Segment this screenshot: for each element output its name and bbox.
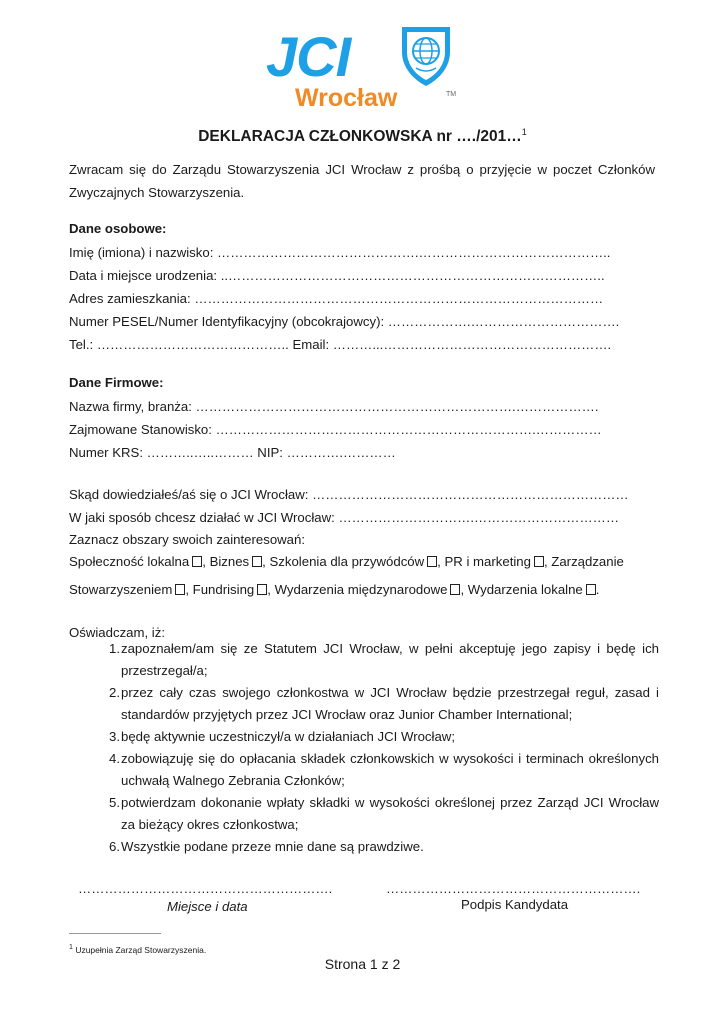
name-field-line: Imię (imiona) i nazwisko: ……………………………………….…………………………………….. xyxy=(69,245,611,260)
checkbox[interactable] xyxy=(586,584,596,595)
activity-question-line: W jaki sposób chcesz działać w JCI Wrocław: ………………………….…………………………… xyxy=(69,510,620,525)
list-item: 2. przez cały czas swojego członkostwa w JCI Wrocław będzie przestrzegał reguł, zasad i standardów przyjętych przez JCI Wrocław oraz Junior Chamber International; xyxy=(109,685,659,722)
signature-dots: …………………………………………………. xyxy=(386,881,641,896)
phone-email-field-line: Tel.: …………………………………….. Email: ………...……………………………………………. xyxy=(69,337,612,352)
checkbox[interactable] xyxy=(257,584,267,595)
list-item: 3. będę aktywnie uczestniczył/a w działaniach JCI Wrocław; xyxy=(109,729,455,744)
interests-row-2: Stowarzyszeniem , Fundrising , Wydarzenia międzynarodowe , Wydarzenia lokalne . xyxy=(69,582,600,597)
company-name-field-line: Nazwa firmy, branża: ……………………………………………………………….………………. xyxy=(69,399,599,414)
list-item-text: Wszystkie podane przeze mnie dane są prawdziwe. xyxy=(121,839,424,854)
krs-nip-field-line: Numer KRS: ………..…..……… NIP: ………….………… xyxy=(69,445,396,460)
interest-label: Szkolenia dla przywódców xyxy=(269,554,425,569)
interest-label: Wydarzenia międzynarodowe xyxy=(274,582,448,597)
list-item: 4. zobowiązuję się do opłacania składek członkowskich w wysokości i terminach określonych uchwałą Walnego Zebrania Członków; xyxy=(109,751,659,788)
birth-date-place-field-line: Data i miejsce urodzenia: ..………………………………………………………………………….. xyxy=(69,268,605,283)
footnote-divider xyxy=(69,933,161,934)
place-date-label: Miejsce i data xyxy=(167,899,248,914)
title-footnote-mark: 1 xyxy=(521,127,527,137)
jci-globe-shield-icon xyxy=(398,24,454,88)
address-field-line: Adres zamieszkania: ………………………………………………………………………………… xyxy=(69,291,604,306)
document-title xyxy=(0,127,725,146)
interest-label: Wydarzenia lokalne xyxy=(467,582,583,597)
checkbox[interactable] xyxy=(534,556,544,567)
list-item-text: przez cały czas swojego członkostwa w JCI Wrocław będzie przestrzegał reguł, zasad i standardów przyjętych przez JCI Wrocław oraz Junior Chamber International; xyxy=(121,685,659,722)
interest-label: Stowarzyszeniem xyxy=(69,582,173,597)
position-field-line: Zajmowane Stanowisko: ……………………………………………………………….…………… xyxy=(69,422,602,437)
checkbox[interactable] xyxy=(450,584,460,595)
footnote-mark: 1 xyxy=(69,943,73,951)
interest-label: Biznes xyxy=(209,554,250,569)
pesel-field-line: Numer PESEL/Numer Identyfikacyjny (obcokrajowcy): ……………….……………………………. xyxy=(69,314,620,329)
interests-label: Zaznacz obszary swoich zainteresowań: xyxy=(69,532,306,547)
signature-label: Podpis Kandydata xyxy=(461,897,569,912)
checkbox[interactable] xyxy=(192,556,202,567)
place-date-dots: …………………………………………………. xyxy=(78,881,333,896)
list-item-text: będę aktywnie uczestniczył/a w działaniach JCI Wrocław; xyxy=(121,729,455,744)
checkbox[interactable] xyxy=(175,584,185,595)
interest-label: Społeczność lokalna xyxy=(69,554,190,569)
interest-label: PR i marketing xyxy=(444,554,531,569)
page-number: Strona 1 z 2 xyxy=(324,956,401,972)
footnote xyxy=(69,943,206,955)
declaration-list xyxy=(69,638,659,858)
source-question-line: Skąd dowiedziałeś/aś się o JCI Wrocław: ……………………………………………………………… xyxy=(69,487,629,502)
company-data-heading: Dane Firmowe: xyxy=(69,375,164,390)
intro-paragraph: Zwracam się do Zarządu Stowarzyszenia JCI Wrocław z prośbą o przyjęcie w poczet Członków Zwyczajnych Stowarzyszenia. xyxy=(69,162,655,200)
interest-label: Zarządzanie xyxy=(551,554,624,569)
declaration-heading: Oświadczam, iż: xyxy=(69,625,165,640)
footnote-text: Uzupełnia Zarząd Stowarzyszenia. xyxy=(75,944,207,955)
logo-brand-text: JCI xyxy=(266,25,351,88)
logo-trademark: TM xyxy=(446,91,457,98)
jci-wroclaw-logo xyxy=(262,20,472,112)
checkbox[interactable] xyxy=(252,556,262,567)
list-item: 5. potwierdzam dokonanie wpłaty składki w wysokości określonej przez Zarząd JCI Wrocław za bieżący okres członkostwa; xyxy=(109,795,659,832)
list-item-text: zobowiązuję się do opłacania składek członkowskich w wysokości i terminach określonych uchwałą Walnego Zebrania Członków; xyxy=(121,751,659,788)
interests-row-1: Społeczność lokalna , Biznes , Szkolenia dla przywódców , PR i marketing , Zarządzanie xyxy=(69,554,624,569)
logo-city-text: Wrocław xyxy=(295,84,398,112)
list-item-text: zapoznałem/am się ze Statutem JCI Wrocław, w pełni akceptuję jego zapisy i będę ich przestrzegał/a; xyxy=(121,641,659,678)
list-item-text: potwierdzam dokonanie wpłaty składki w wysokości określonej przez Zarząd JCI Wrocław za bieżący okres członkostwa; xyxy=(121,795,659,832)
personal-data-heading: Dane osobowe: xyxy=(69,221,167,236)
list-item: 6. Wszystkie podane przeze mnie dane są prawdziwe. xyxy=(109,839,424,854)
interest-label: Fundrising xyxy=(192,582,255,597)
list-item: 1. zapoznałem/am się ze Statutem JCI Wrocław, w pełni akceptuję jego zapisy i będę ich przestrzegał/a; xyxy=(109,641,659,678)
title-text: DEKLARACJA CZŁONKOWSKA nr …./201… xyxy=(198,128,522,146)
checkbox[interactable] xyxy=(427,556,437,567)
